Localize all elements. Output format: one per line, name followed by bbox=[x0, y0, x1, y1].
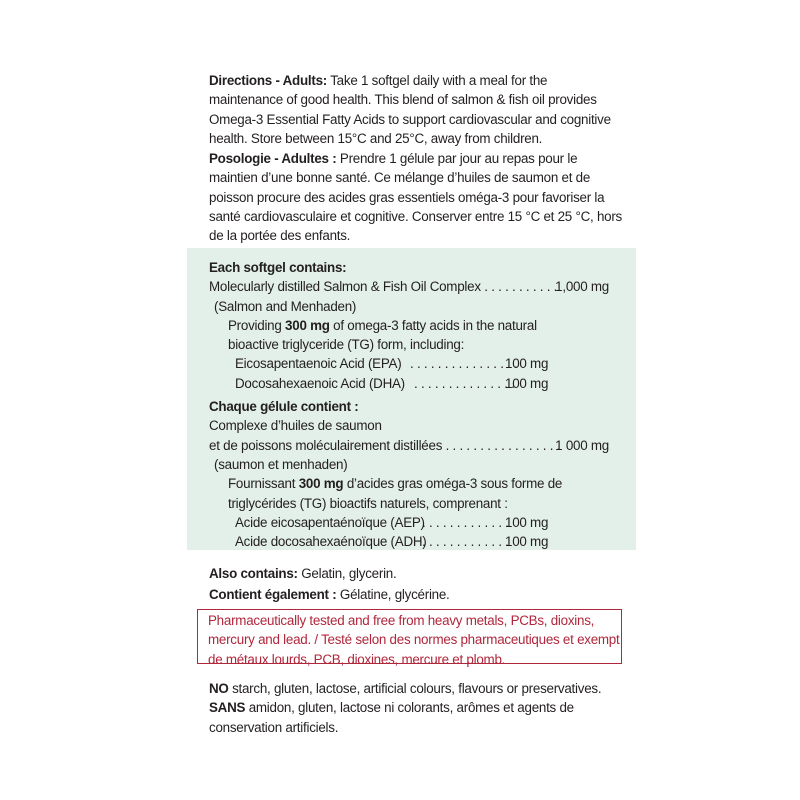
directions-line: Omega-3 Essential Fatty Acids to support cardiovascular and cognitive bbox=[209, 111, 611, 127]
also-contains bbox=[209, 564, 450, 605]
softgel-providing: of omega-3 fatty acids in the natural bbox=[329, 317, 537, 333]
gelule-complex-sub: (saumon et menhaden) bbox=[214, 456, 348, 472]
directions-line: Take 1 softgel daily with a meal for the bbox=[327, 73, 548, 88]
no-fr-label: SANS bbox=[209, 700, 246, 716]
gelule-providing-line2: triglycérides (TG) bioactifs naturels, comprenant : bbox=[228, 495, 508, 511]
directions-line: health. Store between 15°C and 25°C, away from children. bbox=[209, 130, 543, 146]
posologie-line: santé cardiovasculaire et cognitive. Conserver entre 15 °C et 25 °C, hors bbox=[209, 208, 622, 224]
ingredients-list bbox=[209, 258, 609, 551]
softgel-providing-line2: bioactive triglyceride (TG) form, including: bbox=[228, 337, 465, 353]
adh-name: Acide docosahexaénoïque (ADH) bbox=[235, 534, 427, 550]
no-en-text: starch, gluten, lactose, artificial colours, flavours or preservatives. bbox=[228, 681, 602, 696]
dha-value: 100 mg bbox=[505, 375, 549, 391]
gelule-providing: Fournissant bbox=[228, 476, 299, 492]
softgel-complex-sub: (Salmon and Menhaden) bbox=[214, 298, 357, 314]
free-from-statement bbox=[209, 679, 601, 737]
aep-value: 100 mg bbox=[505, 514, 549, 530]
gelule-providing: d’acides gras oméga-3 sous forme de bbox=[343, 476, 563, 492]
also-en-label: Also contains: bbox=[209, 566, 298, 581]
directions-adults bbox=[209, 71, 611, 148]
softgel-heading: Each softgel contains: bbox=[209, 260, 347, 275]
gelule-providing-amount: 300 mg bbox=[298, 476, 344, 492]
aep-name: Acide eicosapentaénoïque (AEP) bbox=[235, 514, 425, 530]
posologie-adultes bbox=[209, 149, 622, 245]
also-fr-label: Contient également : bbox=[209, 586, 337, 602]
softgel-providing: Providing bbox=[228, 317, 286, 333]
gelule-complex-line1: Complexe d’huiles de saumon bbox=[209, 418, 382, 434]
adh-value: 100 mg bbox=[505, 534, 549, 550]
tested-notice bbox=[208, 611, 619, 669]
gelule-complex-value: 1 000 mg bbox=[555, 437, 609, 453]
no-fr-text: amidon, gluten, lactose ni colorants, arômes et agents de bbox=[245, 700, 574, 716]
no-en-label: NO bbox=[209, 681, 229, 696]
posologie-line: poisson procure des acides gras essentiels oméga-3 pour favoriser la bbox=[209, 189, 605, 205]
epa-dots: . . . . . . . . . . . . . . . . bbox=[410, 356, 518, 372]
gelule-heading: Chaque gélule contient : bbox=[209, 399, 359, 415]
aep-dots: . . . . . . . . . . . . . bbox=[422, 514, 509, 530]
also-fr-text: Gélatine, glycérine. bbox=[336, 586, 450, 602]
posologie-line: Prendre 1 gélule par jour au repas pour le bbox=[336, 151, 578, 166]
directions-line: maintenance of good health. This blend of salmon & fish oil provides bbox=[209, 92, 597, 108]
dha-dots: . . . . . . . . . . . . . . . bbox=[414, 375, 515, 391]
directions-label: Directions - Adults: bbox=[209, 73, 327, 88]
also-en-text: Gelatin, glycerin. bbox=[297, 566, 397, 581]
epa-value: 100 mg bbox=[505, 356, 549, 372]
softgel-providing-amount: 300 mg bbox=[285, 317, 330, 333]
softgel-complex-value: 1,000 mg bbox=[555, 279, 609, 295]
posologie-line: maintien d’une bonne santé. Ce mélange d’huiles de saumon et de bbox=[209, 170, 591, 186]
adh-dots: . . . . . . . . . . . . . bbox=[422, 534, 509, 550]
gelule-complex: et de poissons moléculairement distillées . . . . . . . . . . . . . . . . . bbox=[209, 437, 561, 453]
no-fr-line2: conservation artificiels. bbox=[209, 719, 339, 735]
tested-line: de métaux lourds, PCB, dioxines, mercure et plomb. bbox=[208, 651, 506, 667]
softgel-complex: Molecularly distilled Salmon & Fish Oil Complex . . . . . . . . . . . bbox=[209, 279, 558, 295]
dha-name: Docosahexaenoic Acid (DHA) bbox=[235, 375, 405, 391]
tested-line: mercury and lead. / Testé selon des normes pharmaceutiques et exempt bbox=[208, 632, 620, 648]
epa-name: Eicosapentaenoic Acid (EPA) bbox=[235, 356, 402, 372]
posologie-label: Posologie - Adultes : bbox=[209, 151, 337, 166]
tested-line: Pharmaceutically tested and free from heavy metals, PCBs, dioxins, bbox=[208, 613, 595, 628]
posologie-line: de la portée des enfants. bbox=[209, 228, 351, 244]
